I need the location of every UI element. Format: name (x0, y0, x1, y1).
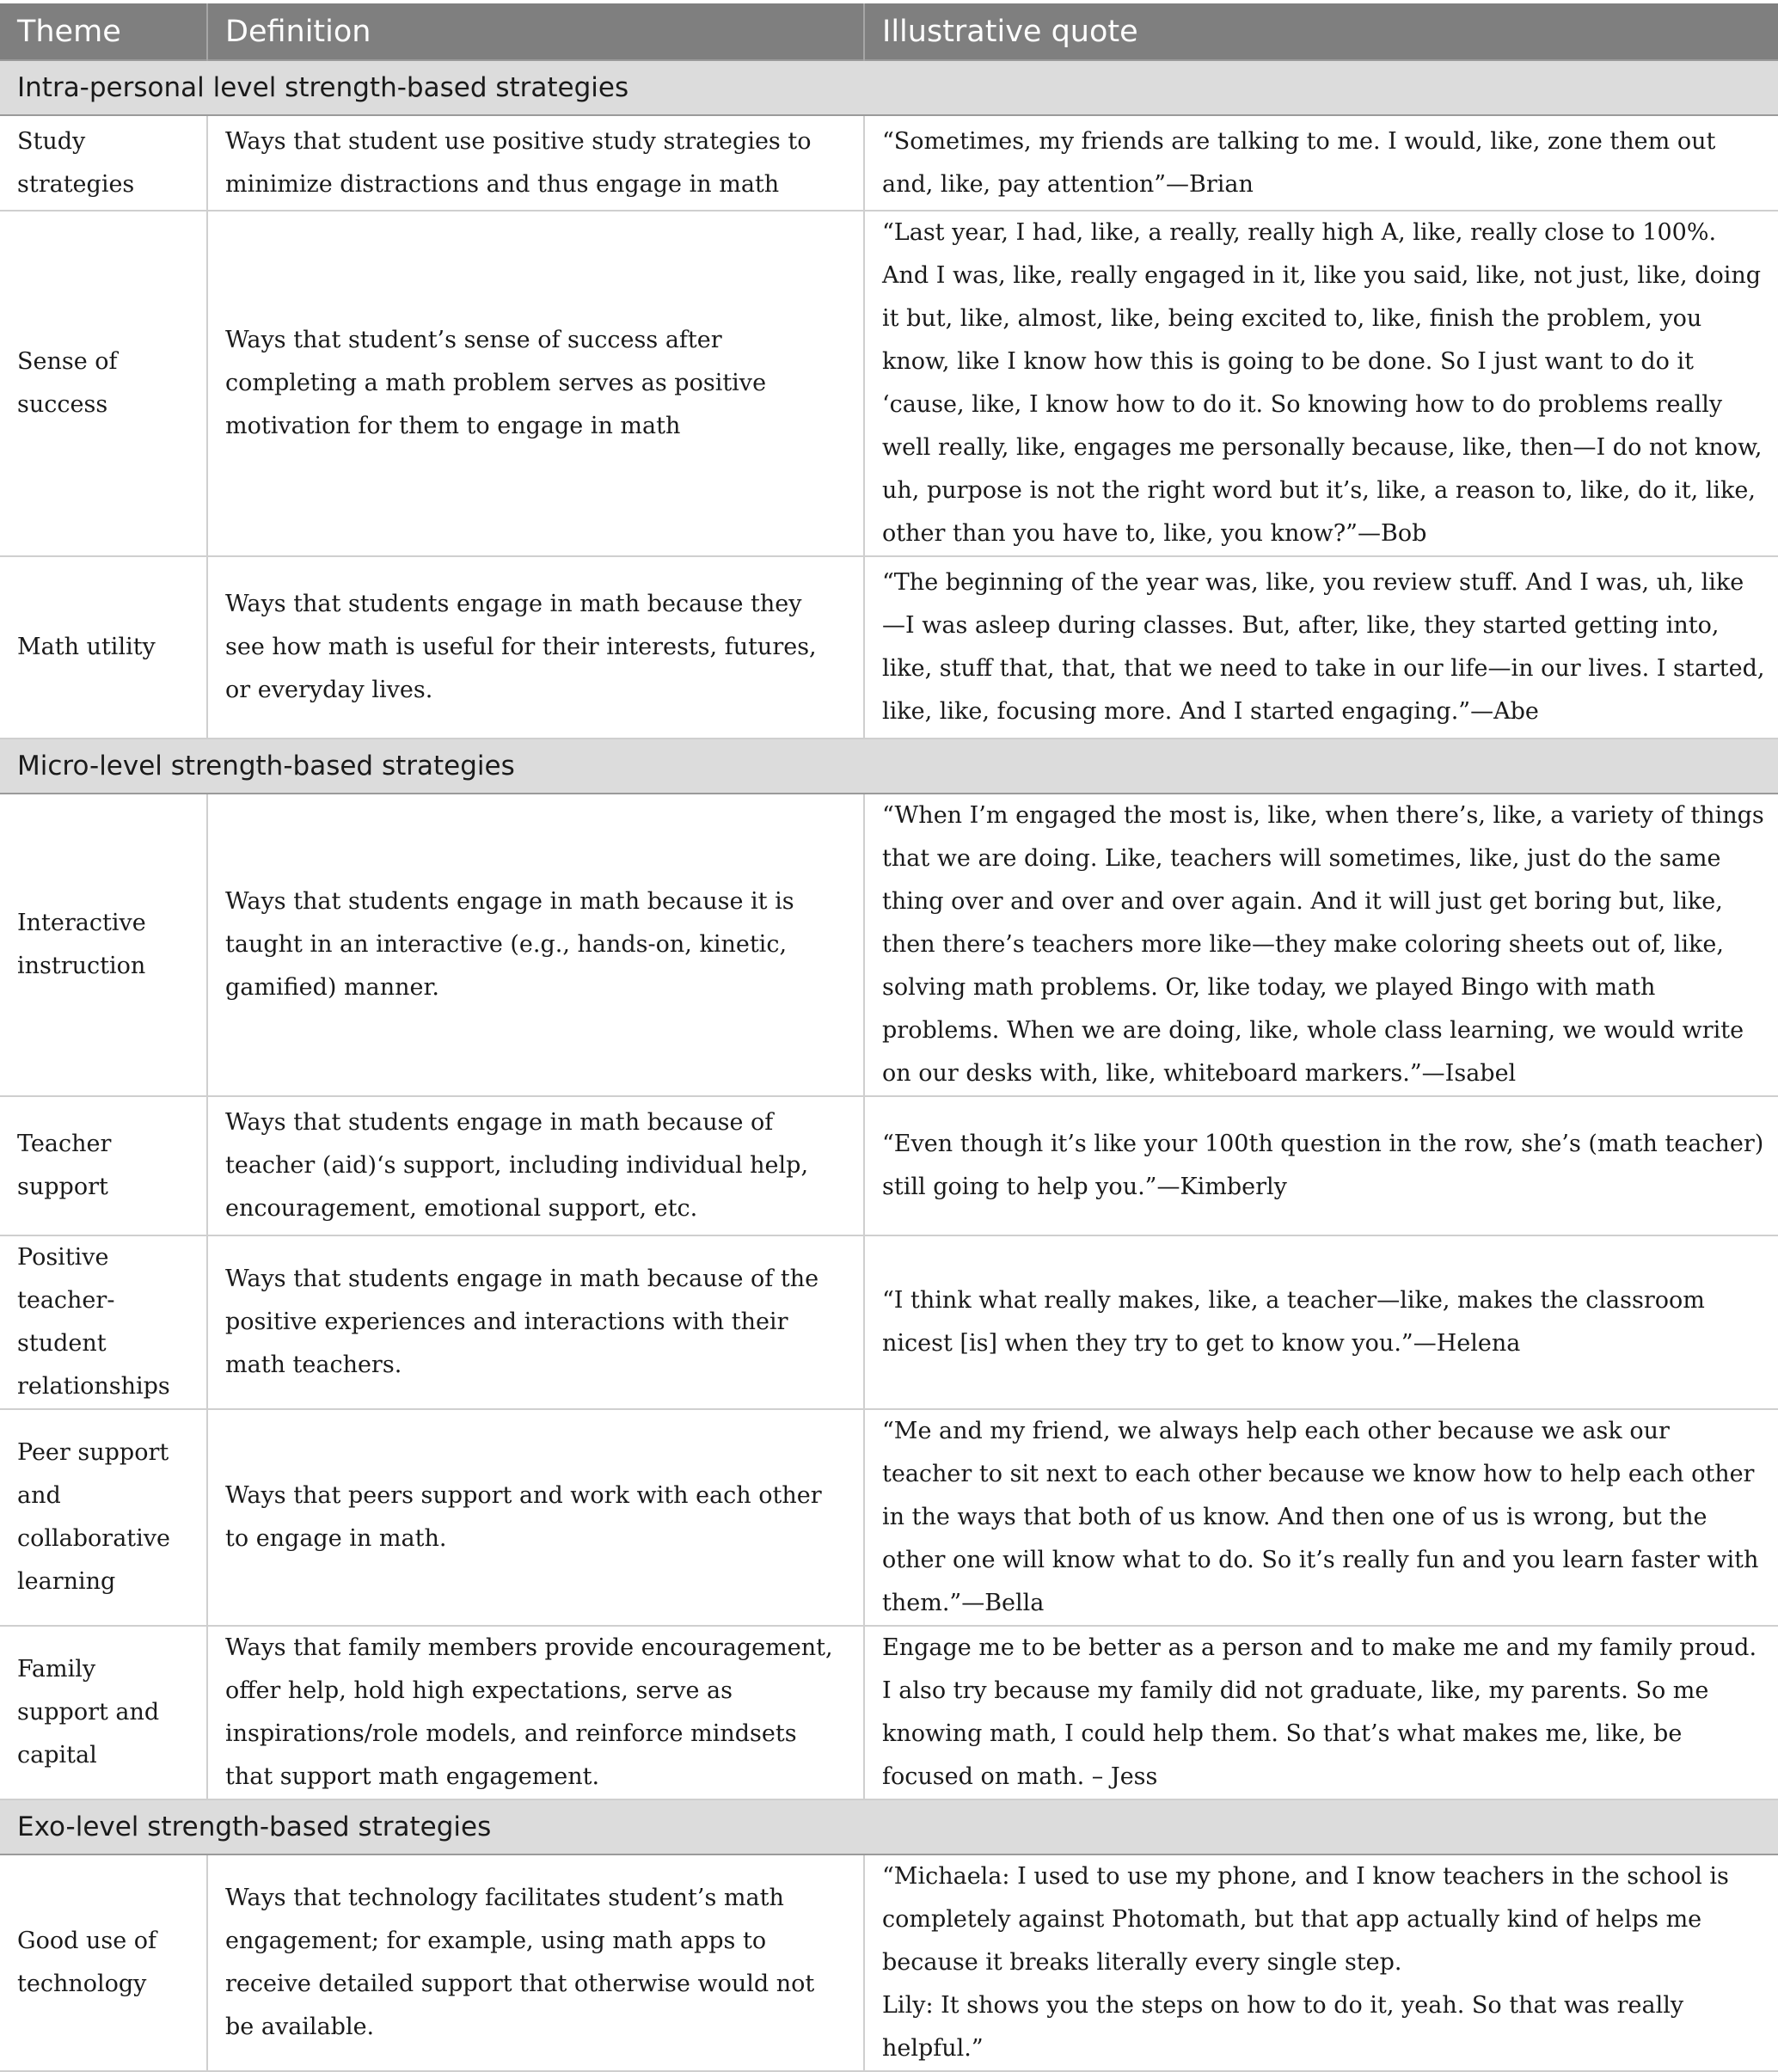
quote-cell: “Even though it’s like your 100th question in the row, she’s (math teacher) still going to help you.”—Kimberly (864, 1096, 1778, 1235)
table-body (0, 60, 1778, 2071)
theme-cell: Teacher support (0, 1096, 207, 1235)
theme-cell: Interactive instruction (0, 794, 207, 1096)
table-header (0, 3, 1778, 60)
quote-cell: “Michaela: I used to use my phone, and I know teachers in the school is completely against Photomath, but that app actually kind of helps me because it breaks literally every single step. Lily: It shows you the steps on how to do it, yeah. So that was really helpful.” (864, 1854, 1778, 2071)
themes-table (0, 3, 1778, 2072)
column-header-theme: Theme (0, 3, 207, 60)
section-row-intra-personal (0, 60, 1778, 115)
theme-cell: Peer support and collaborative learning (0, 1409, 207, 1626)
definition-cell: Ways that students engage in math because of teacher (aid)‘s support, including individual help, encouragement, emotional support, etc. (207, 1096, 864, 1235)
theme-cell: Good use of technology (0, 1854, 207, 2071)
definition-cell: Ways that family members provide encouragement, offer help, hold high expectations, serve as inspirations/role models, and reinforce mindsets that support math engagement. (207, 1626, 864, 1799)
table-row (0, 556, 1778, 739)
theme-cell: Sense of success (0, 211, 207, 556)
quote-cell: “When I’m engaged the most is, like, when there’s, like, a variety of things that we are doing. Like, teachers will sometimes, like, just do the same thing over and over and over again. And it will just get boring but, like, then there’s teachers more like—they make coloring sheets out of, like, solving math problems. Or, like today, we played Bingo with math problems. When we are doing, like, whole class learning, we would write on our desks with, like, whiteboard markers.”—Isabel (864, 794, 1778, 1096)
section-title: Micro-level strength-based strategies (0, 739, 1778, 794)
section-row-micro-level (0, 739, 1778, 794)
table-row (0, 1626, 1778, 1799)
quote-cell: Engage me to be better as a person and to make me and my family proud. I also try because my family did not graduate, like, my parents. So me knowing math, I could help them. So that’s what makes me, like, be focused on math. – Jess (864, 1626, 1778, 1799)
quote-cell: “The beginning of the year was, like, you review stuff. And I was, uh, like—I was asleep during classes. But, after, like, they started getting into, like, stuff that, that, that we need to take in our life—in our lives. I started, like, like, focusing more. And I started engaging.”—Abe (864, 556, 1778, 739)
section-title: Intra-personal level strength-based strategies (0, 60, 1778, 115)
definition-cell: Ways that peers support and work with each other to engage in math. (207, 1409, 864, 1626)
definition-cell: Ways that students engage in math because they see how math is useful for their interests, futures, or everyday lives. (207, 556, 864, 739)
theme-cell: Positive teacher-student relationships (0, 1235, 207, 1409)
theme-cell: Math utility (0, 556, 207, 739)
column-header-definition: Definition (207, 3, 864, 60)
definition-cell: Ways that students engage in math because it is taught in an interactive (e.g., hands-on, kinetic, gamified) manner. (207, 794, 864, 1096)
header-row (0, 3, 1778, 60)
definition-cell: Ways that technology facilitates student’s math engagement; for example, using math apps to receive detailed support that otherwise would not be available. (207, 1854, 864, 2071)
quote-cell: “Me and my friend, we always help each other because we ask our teacher to sit next to each other because we know how to help each other in the ways that both of us know. And then one of us is wrong, but the other one will know what to do. So it’s really fun and you learn faster with them.”—Bella (864, 1409, 1778, 1626)
section-title: Exo-level strength-based strategies (0, 1799, 1778, 1854)
section-row-exo-level (0, 1799, 1778, 1854)
column-header-quote: Illustrative quote (864, 3, 1778, 60)
table-row (0, 1235, 1778, 1409)
table-row (0, 794, 1778, 1096)
quote-cell: “Sometimes, my friends are talking to me. I would, like, zone them out and, like, pay attention”—Brian (864, 115, 1778, 211)
theme-cell: Family support and capital (0, 1626, 207, 1799)
definition-cell: Ways that student’s sense of success after completing a math problem serves as positive motivation for them to engage in math (207, 211, 864, 556)
table-row (0, 1854, 1778, 2071)
definition-cell: Ways that student use positive study strategies to minimize distractions and thus engage in math (207, 115, 864, 211)
quote-cell: “Last year, I had, like, a really, really high A, like, really close to 100%. And I was, like, really engaged in it, like you said, like, not just, like, doing it but, like, almost, like, being excited to, like, finish the problem, you know, like I know how this is going to be done. So I just want to do it ‘cause, like, I know how to do it. So knowing how to do problems really well really, like, engages me personally because, like, then—I do not know, uh, purpose is not the right word but it’s, like, a reason to, like, do it, like, other than you have to, like, you know?”—Bob (864, 211, 1778, 556)
table-row (0, 211, 1778, 556)
definition-cell: Ways that students engage in math because of the positive experiences and interactions with their math teachers. (207, 1235, 864, 1409)
quote-cell: “I think what really makes, like, a teacher—like, makes the classroom nicest [is] when they try to get to know you.”—Helena (864, 1235, 1778, 1409)
theme-cell: Study strategies (0, 115, 207, 211)
table-row (0, 1096, 1778, 1235)
table-row (0, 1409, 1778, 1626)
table-row (0, 115, 1778, 211)
